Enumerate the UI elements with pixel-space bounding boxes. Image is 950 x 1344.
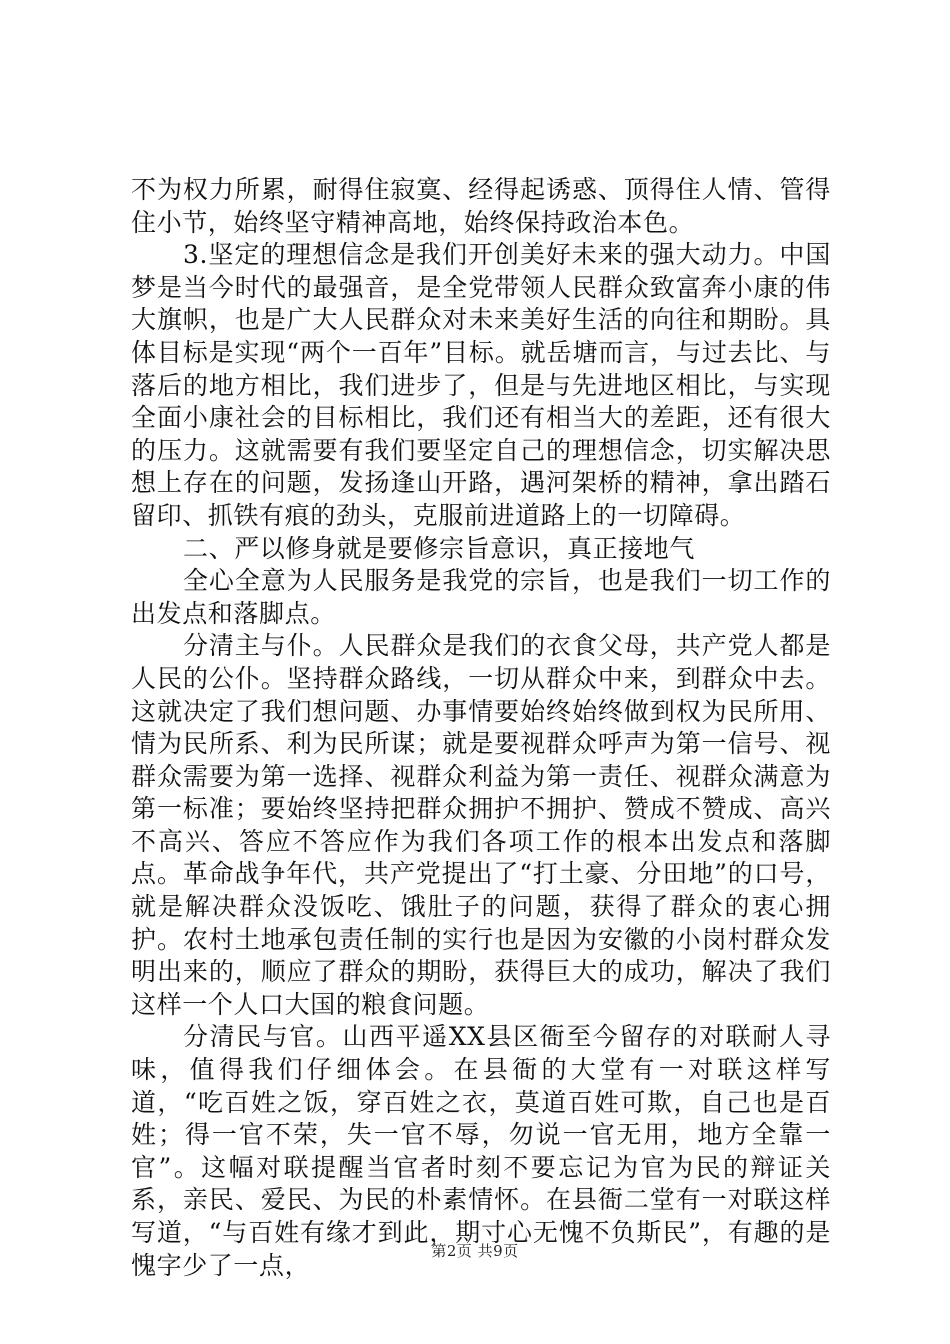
paragraph: 分清民与官。山西平遥XX县区衙至今留存的对联耐人寻味，值得我们仔细体会。在县衙的大堂有一对联这样写道，“吃百姓之饭，穿百姓之衣，莫道百姓可欺，自己也是百姓；得一官不荣，失一官不辱，勿说一官无用，地方全靠一官”。这幅对联提醒当官者时刻不要忘记为官为民的辩证关系，亲民、爱民、为民的朴素情怀。在县衙二堂有一对联这样写道，“与百姓有缘才到此，期寸心无愧不负斯民”，有趣的是愧字少了一点， xyxy=(131,1022,831,1280)
document-body xyxy=(131,174,831,1282)
section-heading: 二、严以修身就是要修宗旨意识，真正接地气 xyxy=(183,533,696,563)
paragraph: 全心全意为人民服务是我党的宗旨，也是我们一切工作的出发点和落脚点。 xyxy=(131,566,831,628)
page-footer: 第2页 共9页 xyxy=(431,1242,519,1260)
paragraph: 3.坚定的理想信念是我们开创美好未来的强大动力。中国梦是当今时代的最强音，是全党带领人民群众致富奔小康的伟大旗帜，也是广大人民群众对未来美好生活的向往和期盼。具体目标是实现“两个一百年”目标。就岳塘而言，与过去比、与落后的地方相比，我们进步了，但是与先进地区相比，与实现全面小康社会的目标相比，我们还有相当大的差距，还有很大的压力。这就需要有我们要坚定自己的理想信念，切实解决思想上存在的问题，发扬逢山开路，遇河架桥的精神，拿出踏石留印、抓铁有痕的劲头，克服前进道路上的一切障碍。 xyxy=(131,240,831,530)
paragraph: 分清主与仆。人民群众是我们的衣食父母，共产党人都是人民的公仆。坚持群众路线，一切从群众中来，到群众中去。这就决定了我们想问题、办事情要始终始终做到权为民所用、情为民所系、利为民所谋；就是要视群众呼声为第一信号、视群众需要为第一选择、视群众利益为第一责任、视群众满意为第一标准；要始终坚持把群众拥护不拥护、赞成不赞成、高兴不高兴、答应不答应作为我们各项工作的根本出发点和落脚点。革命战争年代，共产党提出了“打土豪、分田地”的口号，就是解决群众没饭吃、饿肚子的问题，获得了群众的衷心拥护。农村土地承包责任制的实行也是因为安徽的小岗村群众发明出来的，顺应了群众的期盼，获得巨大的成功，解决了我们这样一个人口大国的粮食问题。 xyxy=(131,631,831,1019)
paragraph: 不为权力所累，耐得住寂寞、经得起诱惑、顶得住人情、管得住小节，始终坚守精神高地，始终保持政治本色。 xyxy=(131,175,831,237)
